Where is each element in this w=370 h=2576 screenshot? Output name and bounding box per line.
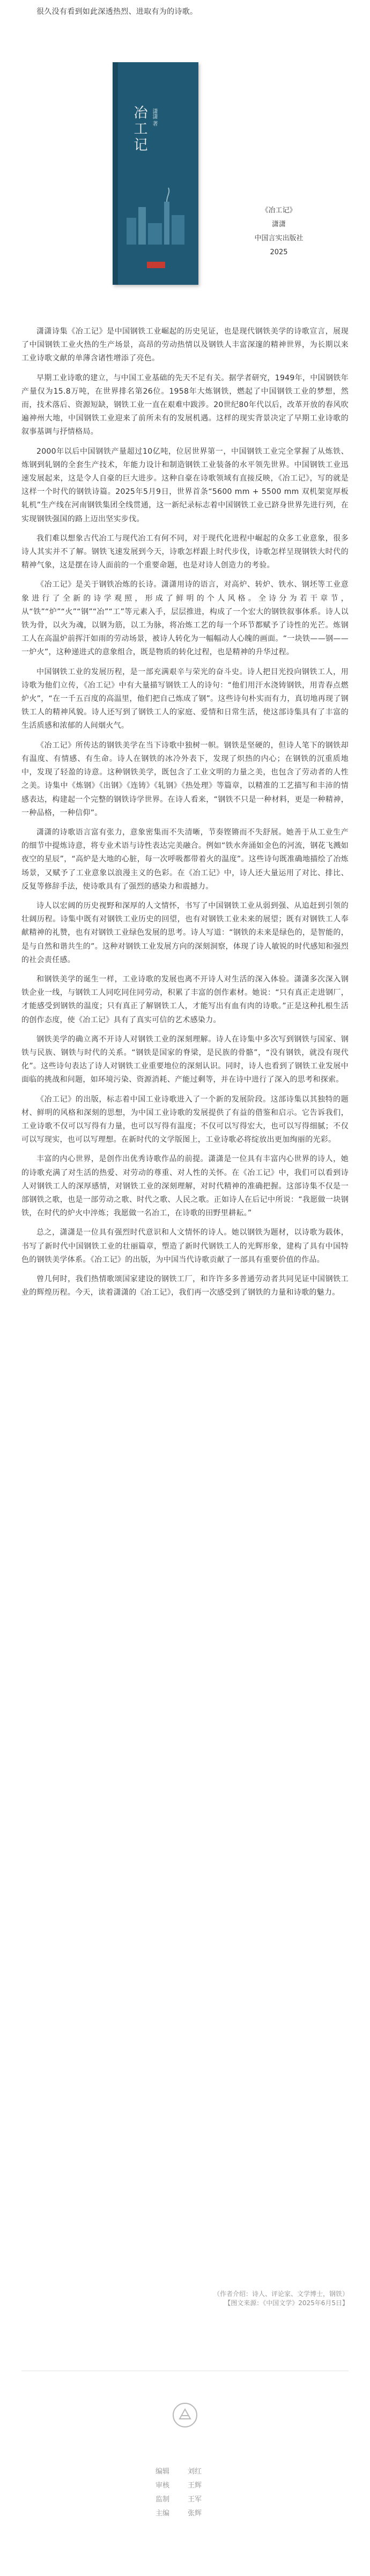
credit-row <box>0 2479 370 2493</box>
body-paragraph: 中国钢铁工业的发展历程，是一部充满艰辛与荣光的奋斗史。诗人把目光投向钢铁工人，用诗歌为他们立传，《冶工记》中有大量描写钢铁工人的诗句：“他们用汗水浇铸钢铁，用青春点燃炉火”，“在一千五百度的高温里，他们把自己炼成了钢”。这些诗句朴实而有力，真切地再现了钢铁工人的精神风貌。诗人还写到了钢铁工人的家庭、爱情和日常生活，使这部诗集具有了丰富的生活质感和浓郁的人间烟火气。 <box>21 667 349 730</box>
credit-label: 监制 <box>156 2496 170 2504</box>
body-paragraph: 钢铁美学的确立离不开诗人对钢铁工业的深刻理解。诗人在诗集中多次写到钢铁与国家、钢铁与民族、钢铁与时代的关系。“钢铁是国家的脊梁，是民族的骨骼”，“没有钢铁，就没有现代化”。这些诗句表达了诗人对钢铁工业重要地位的深刻认识。同时，诗人也看到了钢铁工业发展中面临的挑战和问题，如环境污染、资源消耗、产能过剩等，并在诗中进行了深入的思考和探索。 <box>21 1035 349 1084</box>
body-paragraph: 曾几何时，我们热情歌颂国家建设的钢铁工厂，和许许多多普通劳动者共同见证中国钢铁工业的辉煌历程。今天，读着潇潇的《冶工记》，我们再一次感受到了钢铁的力量和诗歌的魅力。 <box>21 1275 349 1297</box>
book-spine-shade <box>113 62 118 285</box>
book-title: 《冶工记》 <box>261 206 297 215</box>
body-paragraph: 我们难以想象古代冶工与现代冶工有何不同，对于现代化进程中崛起的众多工业意象，很多诗人其实并不了解。钢铁飞速发展到今天，诗歌怎样跟上时代步伐，诗歌怎样呈现钢铁大时代的精神气象，这是摆在诗人面前的一个重要命题，也是对诗人创造力的考验。 <box>21 534 349 570</box>
book-author: 潇潇 <box>271 220 286 228</box>
book-meta <box>236 204 322 260</box>
body-paragraph: 潇潇诗集《冶工记》是中国钢铁工业崛起的历史见证，也是现代钢铁美学的诗歌宣言，展现了中国钢铁工业火热的生产场景，高昂的劳动热情以及钢铁人丰富深邃的精神世界，为长期以来工业诗歌文献的单薄含诸性增添了亮色。 <box>21 327 349 363</box>
body-paragraph: 总之，潇潇是一位具有强烈时代意识和人文情怀的诗人。她以钢铁为题材，以诗歌为载体，书写了新时代中国钢铁工业的壮丽篇章，塑造了新时代钢铁工人的光辉形象，建构了具有中国特色的钢铁美学体系。《冶工记》的出版，为中国当代诗歌贡献了一部具有重要价值的作品。 <box>21 1228 349 1264</box>
credit-value: 王军 <box>188 2496 202 2504</box>
editorial-credits <box>0 2465 370 2521</box>
book-cover-image <box>113 62 198 285</box>
intro-paragraph: 很久没有看到如此深透热烈、进取有为的诗歌。 <box>36 8 198 16</box>
body-paragraph: 《冶工记》的出版，标志着中国工业诗歌进入了一个新的发展阶段。这部诗集以其独特的题材、鲜明的风格和深刻的思想，为中国工业诗歌的发展提供了有益的借鉴和启示。它告诉我们，工业诗歌不仅可以写得有力量，也可以写得有温度；不仅可以写得宏大，也可以写得细腻；不仅可以写现实，也可以写理想。在新时代的文学版图上，工业诗歌必将绽放出更加绚丽的光彩。 <box>21 1095 349 1145</box>
body-paragraph: 2000年以后中国钢铁产量超过10亿吨，位居世界第一，中国钢铁工业完全掌握了从炼铁、炼钢到轧钢的全套生产技术，年能力设计和制造钢铁工业装备的水平领先世界。中国钢铁工业迅速发展起来，这是令人自豪的巨大进步。这种自豪在诗歌领域有直接反映，《冶工记》，写的就是这样一个时代的钢铁诗篇。2025年5月9日，世界首条“5600 mm + 5500 mm 双机架宽厚板轧机”生产线在河南钢铁集团全线贯通，这一新纪录标志着中国钢铁工业已跻身世界先进行列，在实现钢铁强国的路上迈出坚实步伐。 <box>21 447 349 523</box>
credit-label: 编辑 <box>156 2468 170 2476</box>
article-body <box>21 325 349 1300</box>
credit-label: 主编 <box>156 2509 170 2518</box>
body-paragraph: 早期工业诗歌的建立，与中国工业基础的先天不足有关。据学者研究，1949年，中国钢铁年产量仅为15.8万吨，在世界排名第26位。1958年大炼钢铁，燃起了中国钢铁工业的梦想，然而，技术落后、资源短缺，钢铁工业一直在艰难中跋涉。20世纪80年代以后，改革开放的春风吹遍神州大地，中国钢铁工业迎来了前所未有的发展机遇。这样的现实背景决定了早期工业诗歌的叙事基调与抒情格局。 <box>21 373 349 437</box>
credit-row <box>0 2493 370 2507</box>
body-paragraph: 《冶工记》是关于钢铁冶炼的长诗。潇潇用诗的语言，对高炉、转炉、铁水、钢坯等工业意象进行了全新的诗学观照，形成了鲜明的个人风格。全诗分为若干章节，从“铁”“炉”“火”“钢”“冶”“工”等元素入手，层层推进，构成了一个宏大的钢铁叙事体系。诗人以铁为骨，以火为魂，以钢为筋，以工为脉，将冶炼工艺的每一个环节都赋予了诗性的光芒。炼钢工人在高温炉前挥汗如雨的劳动场景，被诗人转化为一幅幅动人心魄的画面。“一块铁——钢——一炉火”，这种递进式的意象组合，既是物质的转化过程，也是精神的升华过程。 <box>21 580 349 657</box>
credit-row <box>0 2507 370 2521</box>
book-feature <box>21 43 349 322</box>
body-paragraph: 潇潇的诗歌语言富有张力，意象密集而不失清晰，节奏铿锵而不失舒展。她善于从工业生产的细节中提炼诗意，将专业术语与诗性表达完美融合。例如“铁水奔涌如金色的河流，钢花飞溅如夜空的星辰”，“高炉是大地的心脏，每一次呼吸都带着火的温度”。这些诗句既准确地描绘了冶炼场景，又赋予了工业意象以浪漫主义的色彩。在《冶工记》中，诗人还大量运用了对比、排比、反复等修辞手法，使诗歌具有了强烈的感染力和震撼力。 <box>21 828 349 891</box>
industrial-skyline-icon <box>122 186 189 245</box>
credit-value: 王辉 <box>188 2482 202 2490</box>
book-year: 2025 <box>270 248 288 256</box>
book-cover-badge <box>147 262 165 268</box>
publication-source: 【图文来源：《中国文学》2025年6月5日】 <box>224 2299 349 2307</box>
body-paragraph: 诗人以宏阔的历史视野和深厚的人文情怀，书写了中国钢铁工业从弱到强、从追赶到引领的壮阔历程。诗集中既有对钢铁工业历史的回望，也有对钢铁工业未来的展望；既有对钢铁工人奉献精神的礼赞，也有对钢铁工业绿色发展的思考。诗人写道：“钢铁的未来是绿色的，是智能的，是与自然和谐共生的”。这种对钢铁工业发展方向的深刻洞察，体现了诗人敏锐的时代感知和强烈的社会责任感。 <box>21 901 349 964</box>
book-publisher: 中国言实出版社 <box>254 234 304 242</box>
credit-label: 审核 <box>156 2482 170 2490</box>
publisher-logo-icon <box>172 2402 198 2429</box>
book-cover-title: 冶工记 <box>131 105 147 153</box>
credit-row <box>0 2465 370 2479</box>
credit-value: 刘红 <box>188 2468 202 2476</box>
body-paragraph: 丰富的内心世界，是创作出优秀诗歌作品的前提。潇潇是一位具有丰富内心世界的诗人，她的诗歌充满了对生活的热爱、对劳动的尊重、对人性的关怀。在《冶工记》中，我们可以看到诗人对钢铁工人的深厚感情，对钢铁工业的深刻理解，对时代精神的准确把握。这部诗集不仅是一部钢铁之歌，也是一部劳动之歌、时代之歌、人民之歌。正如诗人在后记中所说：“我愿做一块钢铁，在时代的炉火中淬炼；我愿做一名冶工，在诗歌的田野里耕耘。” <box>21 1155 349 1218</box>
source-info <box>21 2289 349 2307</box>
body-paragraph: 《冶工记》所传达的钢铁美学在当下诗歌中独树一帜。钢铁是坚硬的，但诗人笔下的钢铁却有温度、有情感、有生命。诗人在钢铁的冰冷外表下，发现了炽热的内心；在钢铁的沉重质地中，发现了轻盈的诗意。这种钢铁美学，既包含了工业文明的力量之美，也包含了劳动者的人性之美。诗集中《炼钢》《出钢》《连铸》《轧钢》《热处理》等篇章，以精准的工艺描写和丰沛的情感表达，构建起一个完整的钢铁诗学世界。在诗人看来，“钢铁不只是一种材料，更是一种精神，一种品格，一种信仰”。 <box>21 741 349 817</box>
body-paragraph: 和钢铁美学的诞生一样，工业诗歌的发展也离不开诗人对生活的深入体验。潇潇多次深入钢铁企业一线，与钢铁工人同吃同住同劳动，积累了丰富的创作素材。她说：“只有真正走进钢厂，才能感受到钢铁的温度；只有真正了解钢铁工人，才能写出有血有肉的诗歌。”正是这种扎根生活的创作态度，使《冶工记》具有了真实可信的艺术感染力。 <box>21 975 349 1024</box>
intro-block <box>21 5 349 19</box>
credit-value: 张辉 <box>188 2509 202 2518</box>
author-note: （作者介绍：诗人、评论家、文学博士，钢铁） <box>213 2290 349 2298</box>
book-cover-author: 潇潇 著 <box>151 108 157 127</box>
